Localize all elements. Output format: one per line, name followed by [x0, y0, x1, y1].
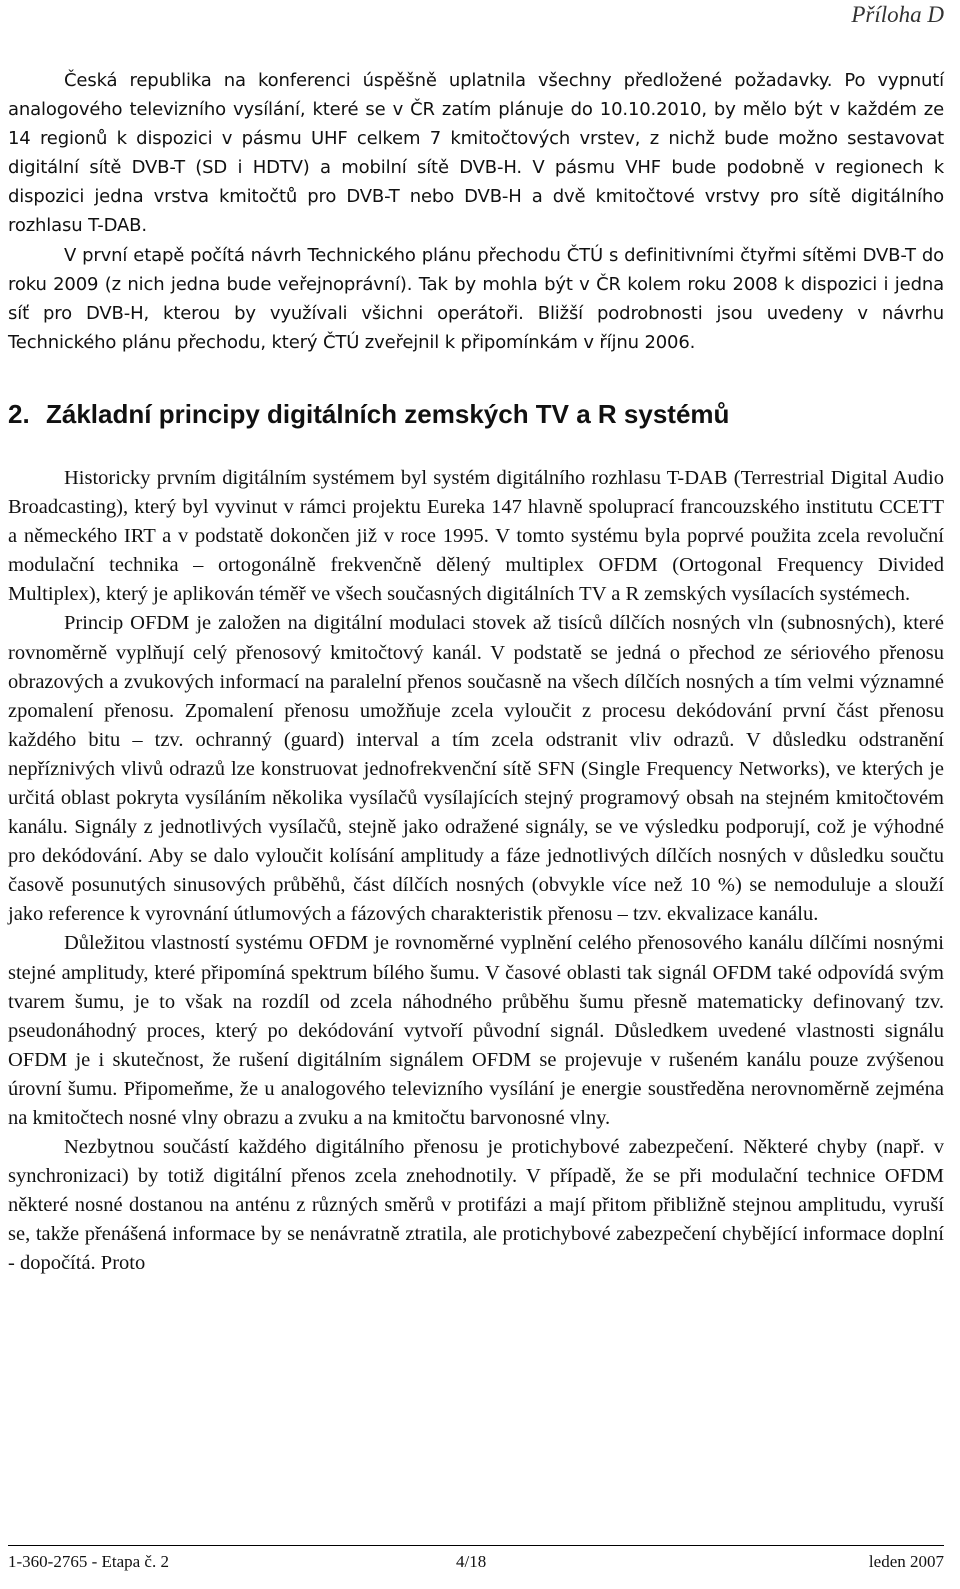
page-footer [8, 1552, 944, 1582]
footer-divider [8, 1545, 944, 1546]
intro-paragraph-1: Česká republika na konferenci úspěšně uplatnila všechny předložené požadavky. Po vypnutí analogového televizního vysílání, které se v ČR zatím plánuje do 10.10.2010, by mělo být v každém ze 14 regionů k dispozici v pásmu UHF celkem 7 kmitočtových vrstev, z nichž bude možno sestavovat digitální sítě DVB-T (SD i HDTV) a mobilní sítě DVB-H. V pásmu VHF bude podobně v regionech k dispozici jedna vrstva kmitočtů pro DVB-T nebo DVB-H a dvě kmitočtové vrstvy pro sítě digitálního rozhlasu T-DAB. [8, 70, 944, 237]
body-paragraph-3: Důležitou vlastností systému OFDM je rovnoměrné vyplnění celého přenosového kanálu dílčími nosnými stejné amplitudy, které připomíná spektrum bílého šumu. V časové oblasti tak signál OFDM také odpovídá svým tvarem šumu, je to však na rozdíl od zcela náhodného průběhu šumu přesně matematicky definovaný tzv. pseudonáhodný proces, který po dekódování vytvoří původní signál. Důsledkem uvedené vlastnosti signálu OFDM je i skutečnost, že rušení digitálním signálem OFDM se projevuje v rušeném kanálu pouze zvýšenou úrovní šumu. Připomeňme, že u analogového televizního vysílání je energie soustředěna nerovnoměrně zejména na kmitočtech nosné vlny obrazu a zvuku a na kmitočtu barvonosné vlny. [8, 932, 944, 1129]
page-content [8, 66, 944, 1279]
body-paragraph-1: Historicky prvním digitálním systémem byl systém digitálního rozhlasu T-DAB (Terrestrial Digital Audio Broadcasting), který byl vyvinut v rámci projektu Eureka 147 hlavně spoluprací francouzského institutu CCETT a německého IRT a v podstatě dokončen již v roce 1995. V tomto systému byla poprvé použita zcela revoluční modulační technika – ortogonálně frekvenčně dělený multiplex OFDM (Ortogonal Frequency Divided Multiplex), který je aplikován téměř ve všech současných digitálních TV a R zemských vysílacích systémech. [8, 466, 944, 606]
section-heading [8, 398, 944, 464]
body-paragraph-4: Nezbytnou součástí každého digitálního přenosu je protichybové zabezpečení. Některé chyby (např. v synchronizaci) by totiž digitální přenos zcela znehodnotily. V případě, že se při modulační technice OFDM některé nosné dostanou na anténu z různých směrů v protifázi a mají přitom přibližně stejnou amplitudu, vyruší se, takže přenášená informace by se nenávratně ztratila, ale protichybové zabezpečení chybějící informace doplní - dopočítá. Proto [8, 1136, 944, 1275]
footer-date: leden 2007 [868, 1552, 944, 1571]
footer-page-number: 4/18 [456, 1552, 487, 1571]
section-title: Základní principy digitálních zemských TV a R systémů [46, 398, 730, 429]
footer-doc-code: 1-360-2765 - Etapa č. 2 [8, 1552, 169, 1571]
annex-label: Příloha D [851, 2, 944, 27]
body-paragraph-2: Princip OFDM je založen na digitální modulaci stovek až tisíců dílčích nosných vln (subnosných), které rovnoměrně vyplňují celý přenosový kmitočtový kanál. V podstatě se jedná o přechod ze sériového přenosu obrazových a zvukových informací na paralelní přenos současně na všech dílčích nosných a tím velmi významné zpomalení přenosu. Zpomalení přenosu umožňuje zcela vyloučit z procesu dekódování první část přenosu každého bitu – tzv. ochranný (guard) interval a tím zcela odstranit vliv odrazů. V důsledku odstranění nepříznivých vlivů odrazů lze konstruovat jednofrekvenční sítě SFN (Single Frequency Networks), ve kterých je určitá oblast pokryta vysíláním několika vysílačů vysílajících stejný programový obsah na stejném kmitočtovém kanálu. Signály z jednotlivých vysílačů, stejně jako odražené signály, se ve výsledku podporují, což je výhodné pro dekódování. Aby se dalo vyloučit kolísání amplitudy a fáze jednotlivých dílčích nosných v důsledku součtu časově posunutých sinusových průběhů, část dílčích nosných (obvykle více než 10 %) se nemoduluje a slouží jako reference k vyrovnání útlumových a fázových charakteristik přenosu – tzv. ekvalizace kanálu. [8, 612, 944, 926]
section-number: 2. [8, 398, 30, 429]
intro-paragraph-2: V první etapě počítá návrh Technického plánu přechodu ČTÚ s definitivními čtyřmi sítěmi DVB-T do roku 2009 (z nich jedna bude veřejnoprávní). Tak by mohla být v ČR kolem roku 2008 k dispozici i jedna síť pro DVB-H, kterou by využívali všichni operátoři. Bližší podrobnosti jsou uvedeny v návrhu Technického plánu přechodu, který ČTÚ zveřejnil k připomínkám v říjnu 2006. [8, 244, 944, 353]
